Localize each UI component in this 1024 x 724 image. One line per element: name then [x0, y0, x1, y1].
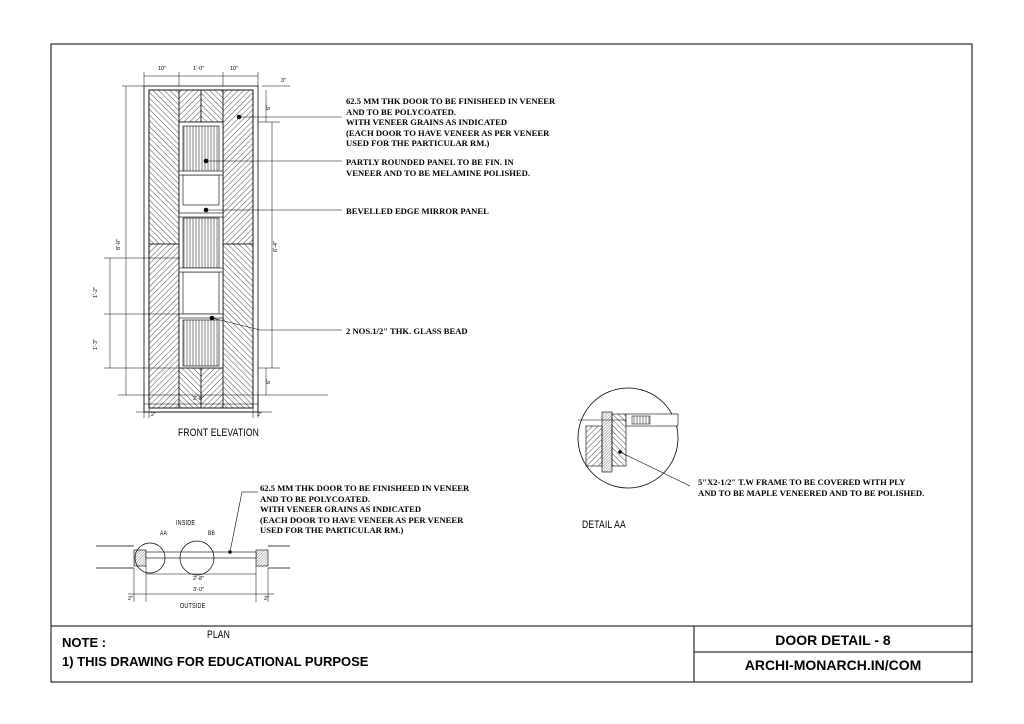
rounded-panel-note: PARTLY ROUNDED PANEL TO BE FIN. IN VENEER AND TO BE MELAMINE POLISHED.: [346, 157, 531, 178]
dim-side-left: 2": [151, 412, 157, 418]
dim-lower-b: 1'-3": [93, 339, 99, 350]
dim-top-corner: 3": [281, 78, 287, 84]
mirror-panel-note: BEVELLED EDGE MIRROR PANEL: [346, 206, 489, 216]
plan-tag-bb: BB: [208, 530, 216, 537]
plan-dim-door-width: 2'-8": [193, 576, 204, 582]
glass-bead-note: 2 NOS.1/2" THK. GLASS BEAD: [346, 326, 468, 336]
dim-lower-a: 1'-2": [93, 287, 99, 298]
plan-dim-left: 2": [128, 596, 134, 602]
dim-side-right: 2": [257, 412, 263, 418]
plan-outside-label: OUTSIDE: [180, 603, 206, 610]
note-label: NOTE :: [62, 635, 107, 650]
door-finish-note: 62.5 MM THK DOOR TO BE FINISHEED IN VENEER AND TO BE POLYCOATED. WITH VENEER GRAINS AS INDICATED (EACH DOOR TO HAVE VENEER AS PER VENEER USED FOR THE PARTICULAR RM.): [346, 96, 556, 148]
plan-door-finish-note: 62.5 MM THK DOOR TO BE FINISHEED IN VENEER AND TO BE POLYCOATED. WITH VENEER GRAINS AS INDICATED (EACH DOOR TO HAVE VENEER AS PER VENEER USED FOR THE PARTICULAR RM.): [260, 483, 470, 535]
dim-top-left: 10": [158, 66, 167, 72]
dim-door-width: 2'-8": [193, 396, 204, 402]
dim-panel-height: 6'-4": [273, 241, 279, 252]
plan-dim-opening: 3'-0": [193, 587, 204, 593]
dim-rail-top: 6": [266, 104, 272, 110]
detail-aa-label: DETAIL AA: [582, 519, 626, 531]
dim-rail-bottom: 6": [266, 378, 272, 384]
front-elevation-label: FRONT ELEVATION: [178, 427, 260, 439]
front-elevation-drawing: [104, 72, 328, 418]
dim-top-right: 10": [230, 66, 239, 72]
plan-tag-aa: AA: [160, 530, 168, 537]
website-label: ARCHI-MONARCH.IN/COM: [744, 657, 922, 673]
dim-top-mid: 1'-0": [193, 66, 204, 72]
frame-note: 5"X2-1/2" T.W FRAME TO BE COVERED WITH PLY AND TO BE MAPLE VENEERED AND TO BE POLISHED.: [698, 477, 925, 498]
plan-dim-right: 2": [264, 596, 270, 602]
drawing-title: DOOR DETAIL - 8: [775, 632, 891, 648]
plan-label: PLAN: [207, 629, 231, 641]
plan-inside-label: INSIDE: [176, 520, 196, 527]
detail-aa-drawing: [578, 388, 690, 488]
dim-overall-height: 8'-0": [116, 239, 122, 250]
note-line: 1) THIS DRAWING FOR EDUCATIONAL PURPOSE: [62, 654, 369, 669]
